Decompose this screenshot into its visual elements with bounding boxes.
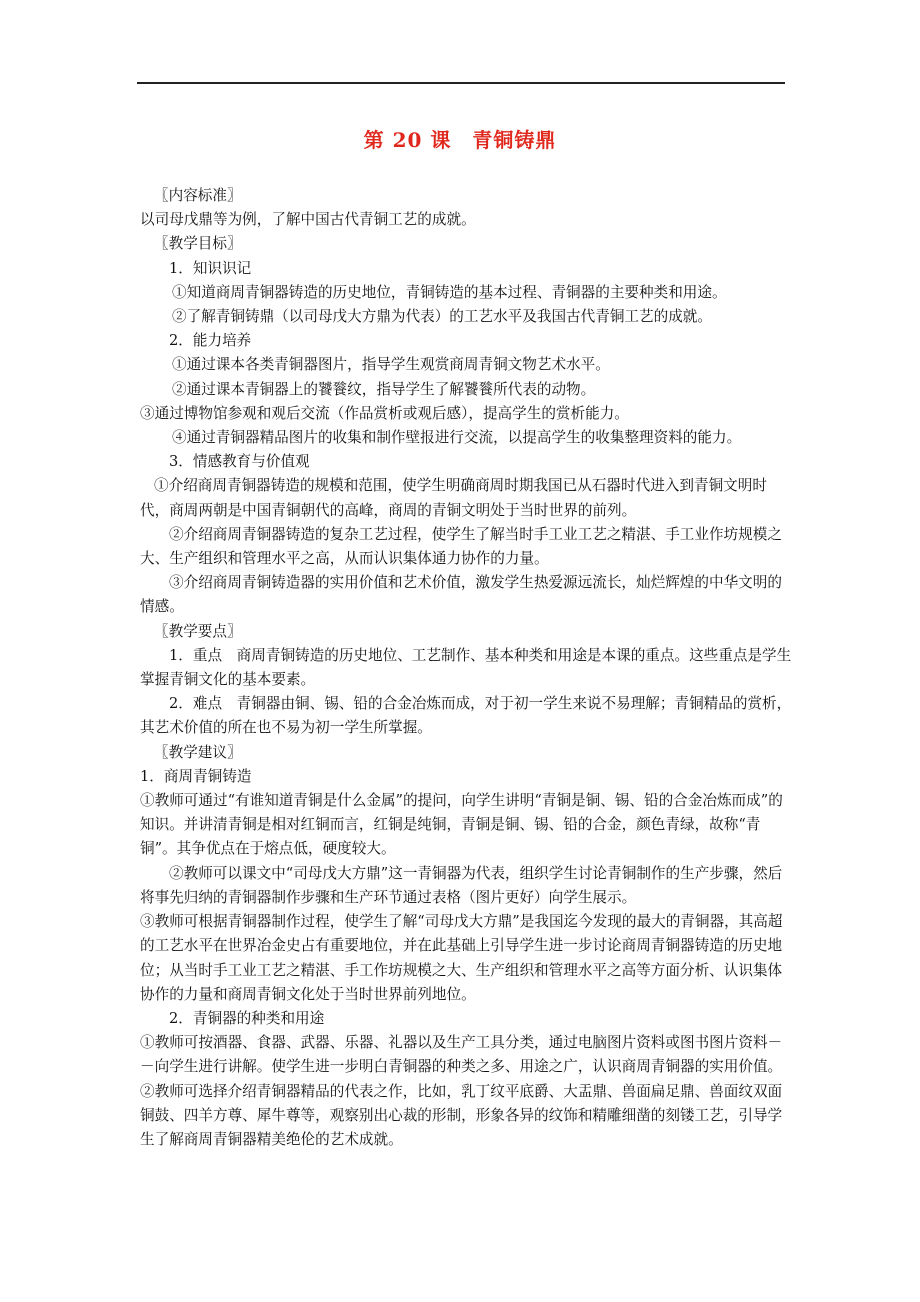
paragraph: 2．青铜器的种类和用途: [169, 1009, 325, 1027]
paragraph: ①通过课本各类青铜器图片，指导学生观赏商周青铜文物艺术水平。: [172, 356, 610, 374]
paragraph: ①介绍商周青铜器铸造的规模和范围，使学生明确商周时期我国已从石器时代进入到青铜文明时代，商周两朝是中国青铜朝代的高峰，商周的青铜文明处于当时世界的前列。: [140, 477, 767, 519]
paragraph: ②教师可选择介绍青铜器精品的代表之作，比如，乳丁纹平底爵、大盂鼎、兽面扁足鼎、兽面纹双面铜鼓、四羊方尊、犀牛尊等，观察别出心裁的形制，形象各异的纹饰和精雕细凿的刻镂工艺，引导学生了解商周青铜器精美绝伦的艺术成就。: [140, 1082, 783, 1148]
paragraph: ②教师可以课文中“司母戊大方鼎”这一青铜器为代表，组织学生讨论青铜制作的生产步骤，然后将事先归纳的青铜器制作步骤和生产环节通过表格（图片更好）向学生展示。: [140, 864, 783, 906]
paragraph: 〖教学要点〗: [154, 622, 242, 640]
paragraph: ②通过课本青铜器上的饕餮纹，指导学生了解饕餮所代表的动物。: [172, 380, 596, 398]
paragraph: 1．商周青铜铸造: [140, 767, 252, 785]
paragraph: ①知道商周青铜器铸造的历史地位，青铜铸造的基本过程、青铜器的主要种类和用途。: [172, 283, 727, 301]
paragraph: ④通过青铜器精品图片的收集和制作壁报进行交流，以提高学生的收集整理资料的能力。: [172, 429, 742, 447]
paragraph: ③通过博物馆参观和观后交流（作品赏析或观后感），提高学生的赏析能力。: [140, 404, 629, 422]
paragraph: ③教师可根据青铜器制作过程，使学生了解“司母戊大方鼎”是我国迄今发现的最大的青铜器，其高超的工艺水平在世界冶金史占有重要地位，并在此基础上引导学生进一步讨论商周青铜器铸造的历史地位；从当时手工业工艺之精湛、手工作坊规模之大、生产组织和管理水平之高等方面分析、认识集体协作的力量和商周青铜文化处于当时世界前列地位。: [140, 913, 783, 1003]
paragraph: 2．能力培养: [169, 332, 252, 350]
paragraph: 1．重点 商周青铜铸造的历史地位、工艺制作、基本种类和用途是本课的重点。这些重点是学生掌握青铜文化的基本要素。: [140, 646, 792, 689]
paragraph: ①教师可按酒器、食器、武器、乐器、礼器以及生产工具分类，通过电脑图片资料或图书图片资料－－向学生进行讲解。使学生进一步明白青铜器的种类之多、用途之广，认识商周青铜器的实用价值。: [140, 1034, 783, 1076]
paragraph: ②了解青铜铸鼎（以司母戊大方鼎为代表）的工艺水平及我国古代青铜工艺的成就。: [172, 308, 712, 326]
lesson-title: 第 20 课 青铜铸鼎: [363, 128, 557, 152]
paragraph: ①教师可通过“有谁知道青铜是什么金属”的提问，向学生讲明“青铜是铜、锡、铅的合金冶炼而成”的知识。并讲清青铜是相对红铜而言，红铜是纯铜，青铜是铜、锡、铅的合金，颜色青绿，故称“青铜”。其争优点在于熔点低，硬度较大。: [140, 792, 783, 858]
paragraph: 〖内容标准〗: [154, 187, 242, 204]
document-body: [140, 184, 792, 1152]
paragraph: 3．情感教育与价值观: [169, 453, 310, 471]
header-rule: [137, 82, 785, 84]
paragraph: 1．知识识记: [169, 259, 252, 277]
paragraph: 2．难点 青铜器由铜、锡、铅的合金冶炼而成，对于初一学生来说不易理解；青铜精品的赏析，其艺术价值的所在也不易为初一学生所掌握。: [140, 695, 792, 737]
paragraph: 〖教学建议〗: [154, 743, 242, 761]
paragraph: 〖教学目标〗: [154, 235, 242, 253]
paragraph: 以司母戊鼎等为例，了解中国古代青铜工艺的成就。: [140, 211, 476, 229]
paragraph: ②介绍商周青铜器铸造的复杂工艺过程，使学生了解当时手工业工艺之精湛、手工业作坊规模之大、生产组织和管理水平之高，从而认识集体通力协作的力量。: [140, 525, 782, 568]
paragraph: ③介绍商周青铜铸造器的实用价值和艺术价值，激发学生热爱源远流长，灿烂辉煌的中华文明的情感。: [140, 574, 782, 616]
